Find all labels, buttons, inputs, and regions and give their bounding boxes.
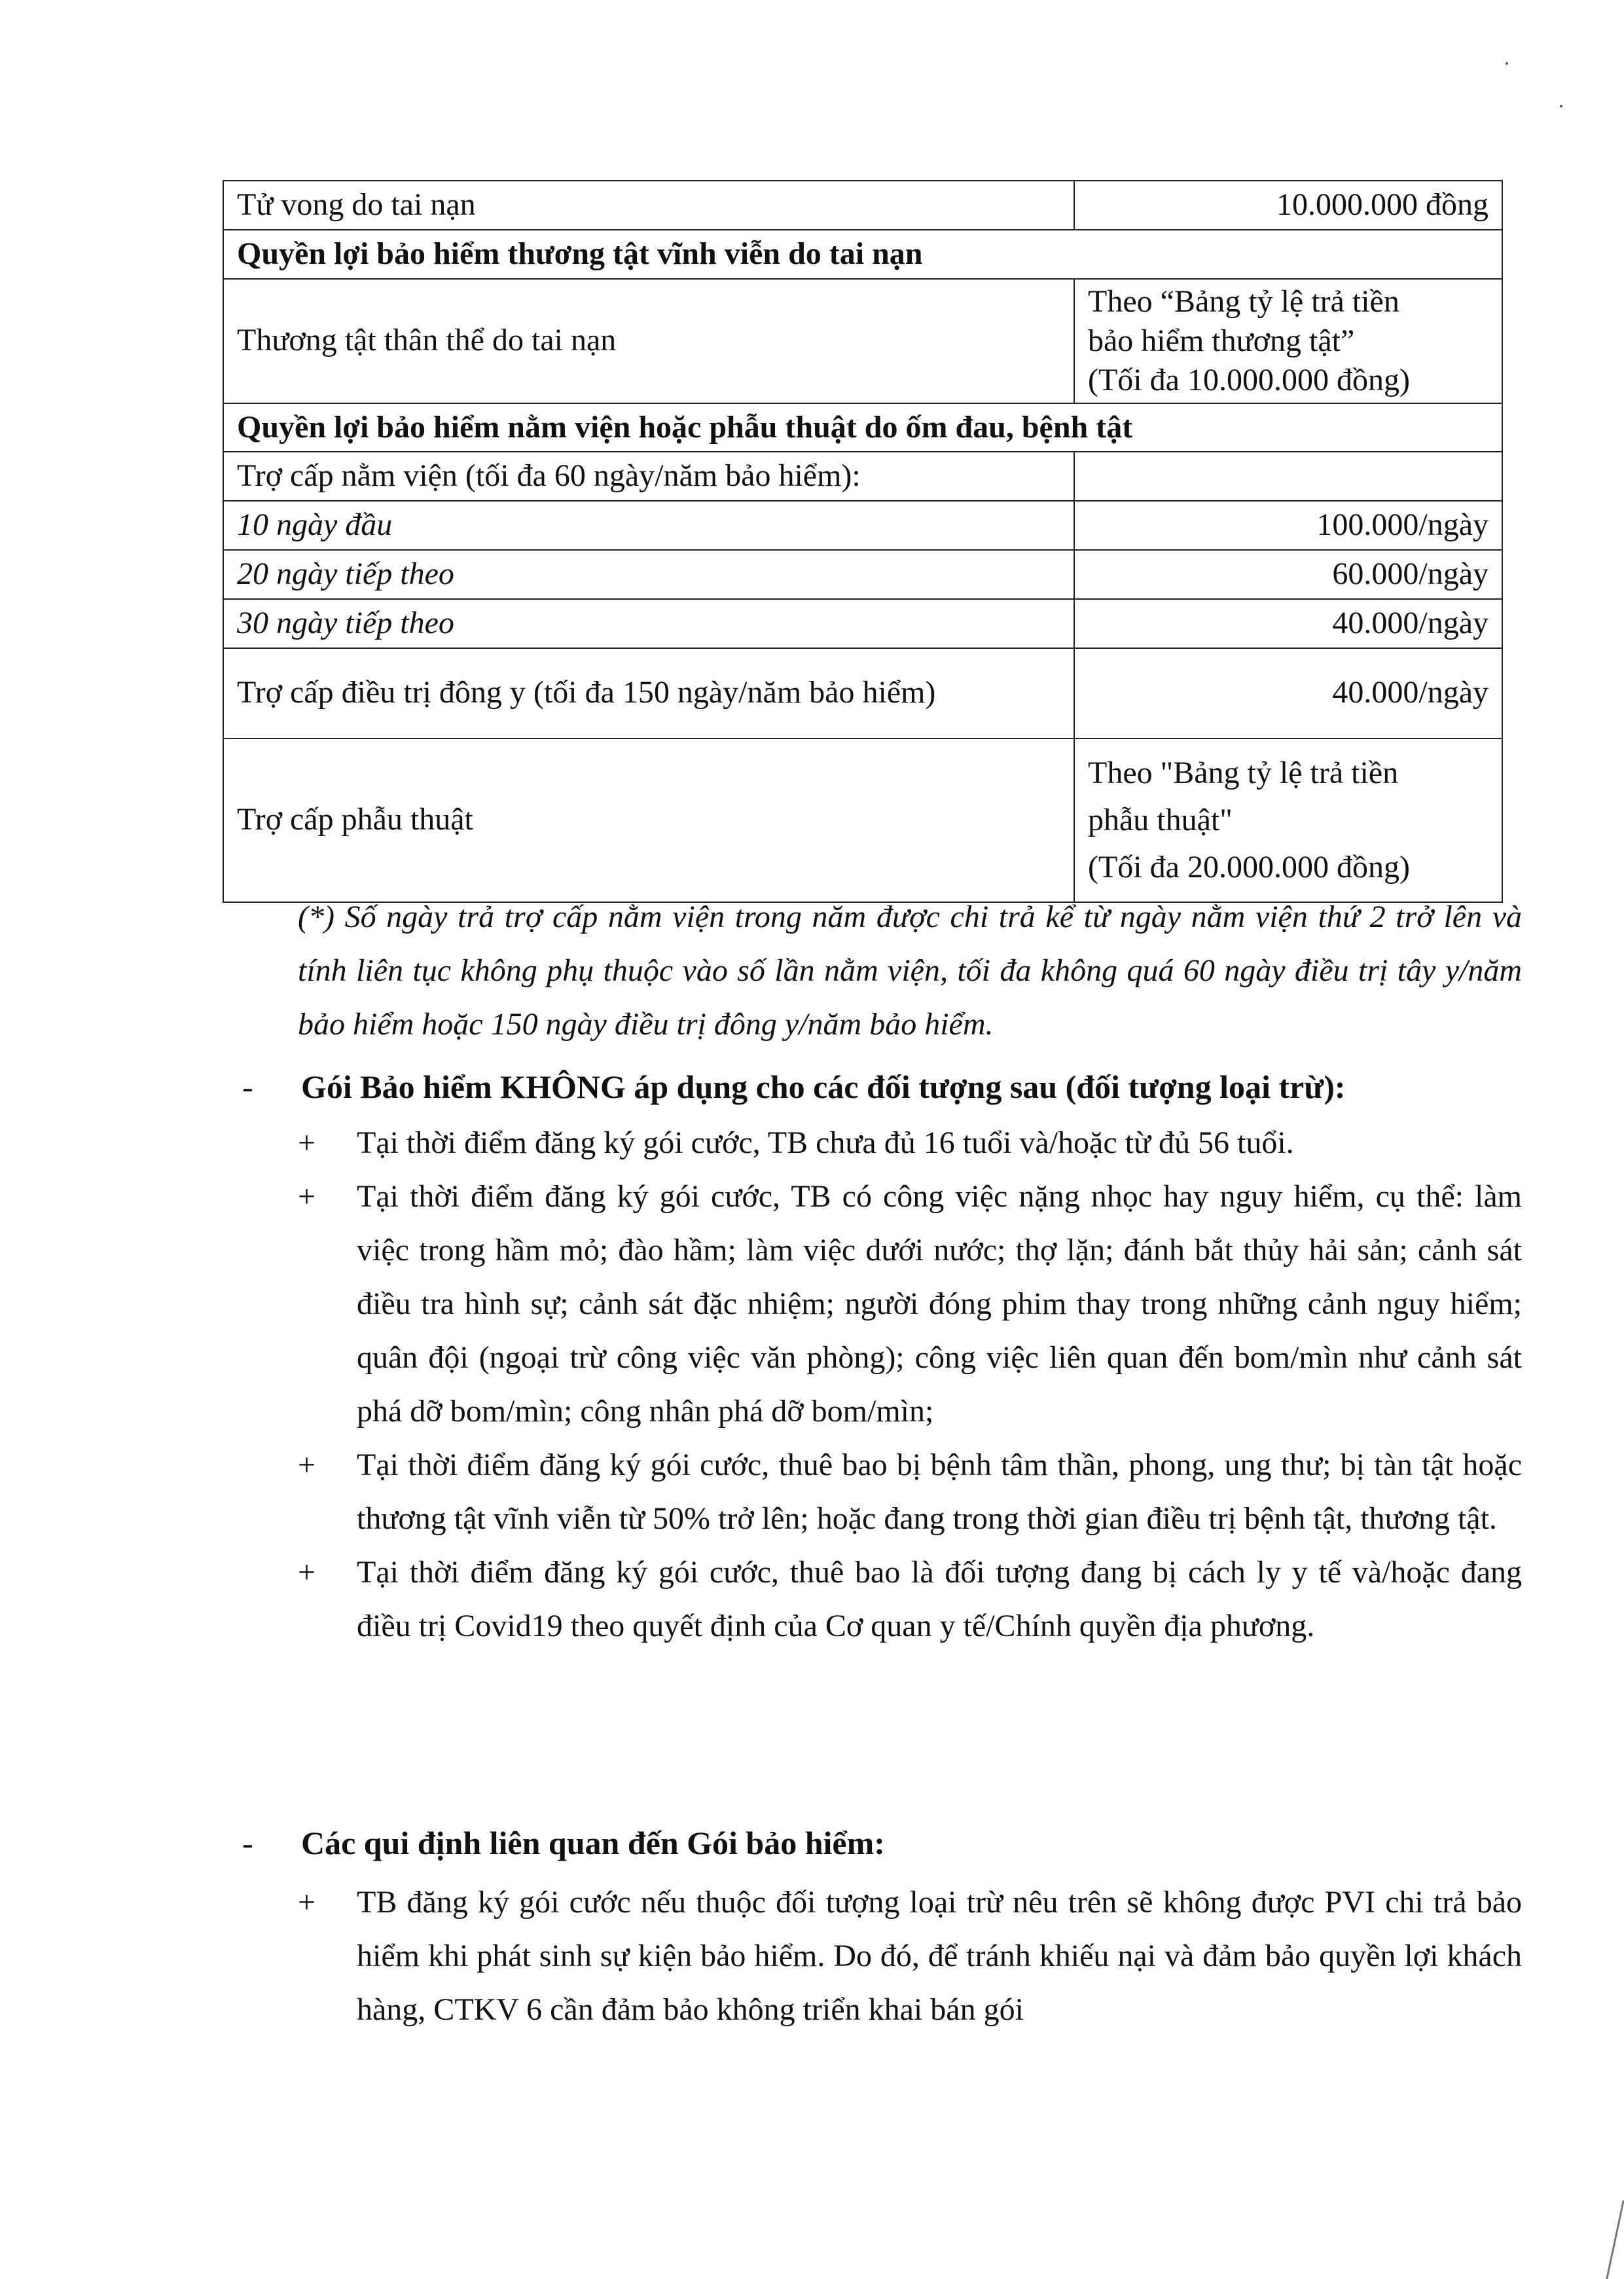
table-cell-label: 30 ngày tiếp theo: [223, 599, 1074, 648]
table-cell-label: Thương tật thân thể do tai nạn: [223, 279, 1074, 403]
value-line: Theo “Bảng tỷ lệ trả tiền: [1088, 283, 1399, 319]
section-title: Các qui định liên quan đến Gói bảo hiểm:: [301, 1825, 885, 1861]
table-row: [223, 279, 1502, 403]
table-cell-value: [1074, 452, 1502, 501]
section-heading-exclusions: [242, 1061, 1519, 1113]
table-cell-value: [1074, 279, 1502, 403]
bullet-marker: +: [298, 1555, 316, 1590]
scan-edge-mark: [1594, 2200, 1624, 2279]
section-header-cell: Quyền lợi bảo hiểm nằm viện hoặc phẫu thuật do ốm đau, bệnh tật: [223, 403, 1502, 452]
list-item-text: Tại thời điểm đăng ký gói cước, thuê bao bị bệnh tâm thần, phong, ung thư; bị tàn tật hoặc thương tật vĩnh viễn từ 50% trở lên; hoặc đang trong thời gian điều trị bệnh tật, thương tật.: [357, 1448, 1522, 1536]
scan-speck: [1506, 62, 1508, 65]
table-cell-value: [1074, 738, 1502, 902]
value-line: phẫu thuật": [1088, 802, 1233, 837]
bullet-marker: +: [298, 1885, 316, 1920]
table-cell-value: 10.000.000 đồng: [1074, 181, 1502, 230]
table-cell-value: 60.000/ngày: [1074, 550, 1502, 599]
dash-marker: -: [242, 1825, 253, 1861]
list-item: [298, 1876, 1522, 2037]
table-cell-label: Tử vong do tai nạn: [223, 181, 1074, 230]
benefits-table: [223, 180, 1503, 903]
list-item-text: Tại thời điểm đăng ký gói cước, thuê bao là đối tượng đang bị cách ly y tế và/hoặc đang điều trị Covid19 theo quyết định của Cơ quan y tế/Chính quyền địa phương.: [357, 1555, 1522, 1643]
bullet-marker: +: [298, 1125, 316, 1160]
bullet-marker: +: [298, 1448, 316, 1482]
table-row: [223, 181, 1502, 230]
table-row: [223, 599, 1502, 648]
table-cell-value: 40.000/ngày: [1074, 648, 1502, 738]
table-row: [223, 648, 1502, 738]
regulation-list: [298, 1876, 1522, 2037]
scan-speck: [1560, 105, 1562, 107]
list-item: [298, 1170, 1522, 1438]
value-line: Theo "Bảng tỷ lệ trả tiền: [1088, 755, 1399, 790]
table-row: [223, 452, 1502, 501]
value-line: (Tối đa 20.000.000 đồng): [1088, 849, 1410, 884]
exclusion-list: [298, 1116, 1522, 1653]
section-header-cell: Quyền lợi bảo hiểm thương tật vĩnh viễn do tai nạn: [223, 230, 1502, 279]
list-item-text: Tại thời điểm đăng ký gói cước, TB có công việc nặng nhọc hay nguy hiểm, cụ thể: làm việc trong hầm mỏ; đào hầm; làm việc dưới nước; thợ lặn; đánh bắt thủy hải sản; cảnh sát điều tra hình sự; cảnh sát đặc nhiệm; người đóng phim thay trong những cảnh nguy hiểm; quân đội (ngoại trừ công việc văn phòng); công việc liên quan đến bom/mìn như cảnh sát phá dỡ bom/mìn; công nhân phá dỡ bom/mìn;: [357, 1179, 1522, 1429]
value-line: (Tối đa 10.000.000 đồng): [1088, 362, 1410, 397]
dash-marker: -: [242, 1068, 253, 1105]
table-cell-label: 20 ngày tiếp theo: [223, 550, 1074, 599]
table-cell-value: 100.000/ngày: [1074, 501, 1502, 550]
table-section-header: [223, 403, 1502, 452]
table-row: [223, 738, 1502, 902]
table-cell-value: 40.000/ngày: [1074, 599, 1502, 648]
table-cell-label: 10 ngày đầu: [223, 501, 1074, 550]
table-cell-label: Trợ cấp điều trị đông y (tối đa 150 ngày/năm bảo hiểm): [223, 648, 1074, 738]
table-row: [223, 550, 1502, 599]
bullet-marker: +: [298, 1179, 316, 1214]
list-item: [298, 1116, 1522, 1170]
list-item-text: TB đăng ký gói cước nếu thuộc đối tượng loại trừ nêu trên sẽ không được PVI chi trả bảo hiểm khi phát sinh sự kiện bảo hiểm. Do đó, để tránh khiếu nại và đảm bảo quyền lợi khách hàng, CTKV 6 cần đảm bảo không triển khai bán gói: [357, 1885, 1522, 2027]
value-line: bảo hiểm thương tật”: [1088, 323, 1355, 358]
section-heading-regulations: [242, 1817, 1519, 1869]
list-item-text: Tại thời điểm đăng ký gói cước, TB chưa đủ 16 tuổi và/hoặc từ đủ 56 tuổi.: [357, 1125, 1294, 1160]
list-item: [298, 1546, 1522, 1653]
list-item: [298, 1438, 1522, 1546]
table-footnote: (*) Số ngày trả trợ cấp nằm viện trong năm được chi trả kể từ ngày nằm viện thứ 2 trở lên và tính liên tục không phụ thuộc vào số lần nằm viện, tối đa không quá 60 ngày điều trị tây y/năm bảo hiểm hoặc 150 ngày điều trị đông y/năm bảo hiểm.: [298, 900, 1522, 1042]
table-section-header: [223, 230, 1502, 279]
table-cell-label: Trợ cấp phẫu thuật: [223, 738, 1074, 902]
table-row: [223, 501, 1502, 550]
section-title: Gói Bảo hiểm KHÔNG áp dụng cho các đối tượng sau (đối tượng loại trừ):: [301, 1068, 1346, 1105]
table-cell-label: Trợ cấp nằm viện (tối đa 60 ngày/năm bảo hiểm):: [223, 452, 1074, 501]
